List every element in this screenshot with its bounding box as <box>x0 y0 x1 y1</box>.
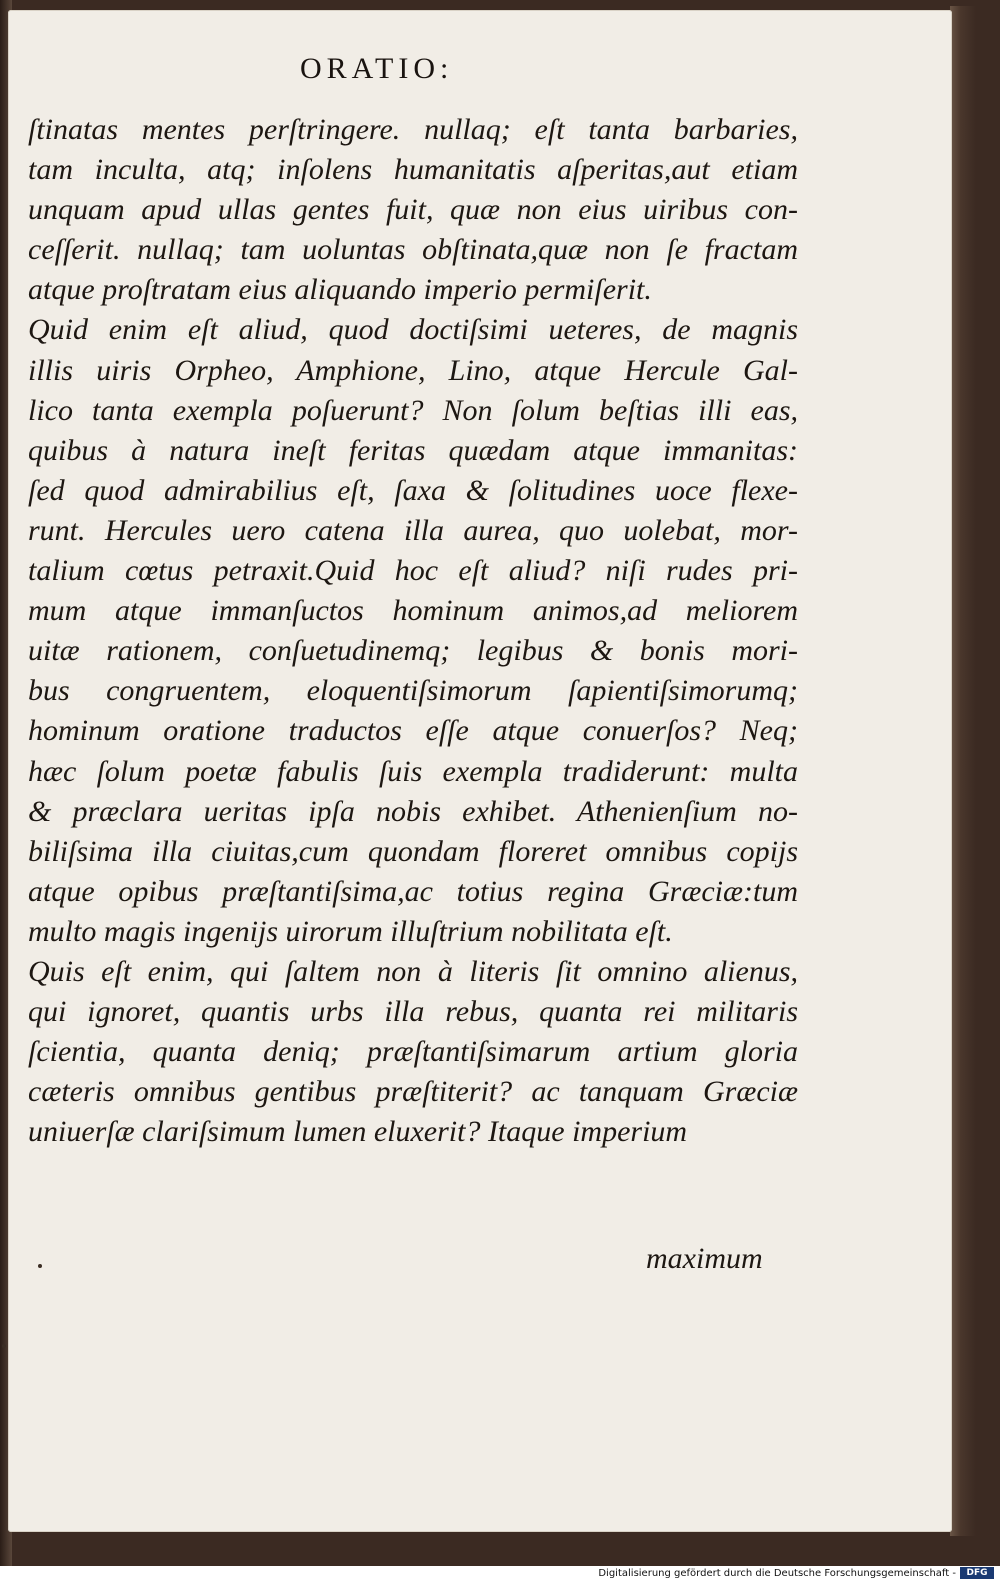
text-line: ſed quod admirabilius eſt, ſaxa & ſolitudines uoce flexe- <box>28 473 798 507</box>
page-fore-edge <box>950 6 976 1536</box>
text-line: runt. Hercules uero catena illa aurea, quo uolebat, mor- <box>28 513 798 547</box>
text-line: Quis eſt enim, qui ſaltem non à literis ſit omnino alienus, <box>28 954 798 988</box>
dfg-logo: DFG <box>960 1567 994 1579</box>
body-text <box>28 110 798 1152</box>
text-line: atque proſtratam eius aliquando imperio permiſerit. <box>28 273 652 307</box>
ink-speck <box>38 1264 42 1268</box>
text-line: illis uiris Orpheo, Amphione, Lino, atque Hercule Gal- <box>28 353 798 387</box>
text-line: tam inculta, atq; inſolens humanitatis aſperitas,aut etiam <box>28 153 798 187</box>
catchword: maximum <box>646 1242 763 1275</box>
ink-speck <box>2 1344 6 1348</box>
text-line: ſtinatas mentes perſtringere. nullaq; eſt tanta barbaries, <box>28 113 798 146</box>
text-line: cæteris omnibus gentibus præſtiterit? ac tanquam Græciæ <box>28 1075 798 1109</box>
text-line: multo magis ingenijs uirorum illuſtrium nobilitata eſt. <box>28 914 673 948</box>
text-line: bus congruentem, eloquentiſsimorum ſapientiſsimorumq; <box>28 674 798 708</box>
text-line: uitæ rationem, conſuetudinemq; legibus & bonis mori- <box>28 634 798 668</box>
text-line: atque opibus præſtantiſsima,ac totius regina Græciæ:tum <box>28 874 798 908</box>
text-line: ſcientia, quanta deniq; præſtantiſsimarum artium gloria <box>28 1035 798 1069</box>
text-line: hæc ſolum poetæ fabulis ſuis exempla tradiderunt: multa <box>28 754 798 788</box>
text-line: biliſsima illa ciuitas,cum quondam floreret omnibus copijs <box>28 834 798 868</box>
book-page <box>8 10 952 1532</box>
text-line: & præclara ueritas ipſa nobis exhibet. Athenienſium no- <box>28 794 798 828</box>
text-line: uniuerſæ clariſsimum lumen eluxerit? Itaque imperium <box>28 1115 688 1149</box>
text-line: ceſſerit. nullaq; tam uoluntas obſtinata,quæ non ſe fractam <box>28 233 798 267</box>
text-line: lico tanta exempla poſuerunt? Non ſolum beſtias illi eas, <box>28 393 798 427</box>
funding-credit: Digitalisierung gefördert durch die Deutsche Forschungsgemeinschaft - <box>598 1568 956 1579</box>
text-line: talium cœtus petraxit.Quid hoc eſt aliud? niſi rudes pri- <box>28 554 798 588</box>
text-line: hominum oratione traductos eſſe atque conuerſos? Neq; <box>28 714 798 748</box>
running-headline: ORATIO: <box>300 52 454 85</box>
text-line: mum atque immanſuctos hominum animos,ad meliorem <box>28 594 798 628</box>
text-line: qui ignoret, quantis urbs illa rebus, quanta rei militaris <box>28 995 798 1029</box>
text-line: unquam apud ullas gentes fuit, quæ non eius uiribus con- <box>28 193 798 227</box>
text-line: quibus à natura ineſt feritas quædam atque immanitas: <box>28 433 798 467</box>
text-line: Quid enim eſt aliud, quod doctiſsimi ueteres, de magnis <box>28 313 798 347</box>
